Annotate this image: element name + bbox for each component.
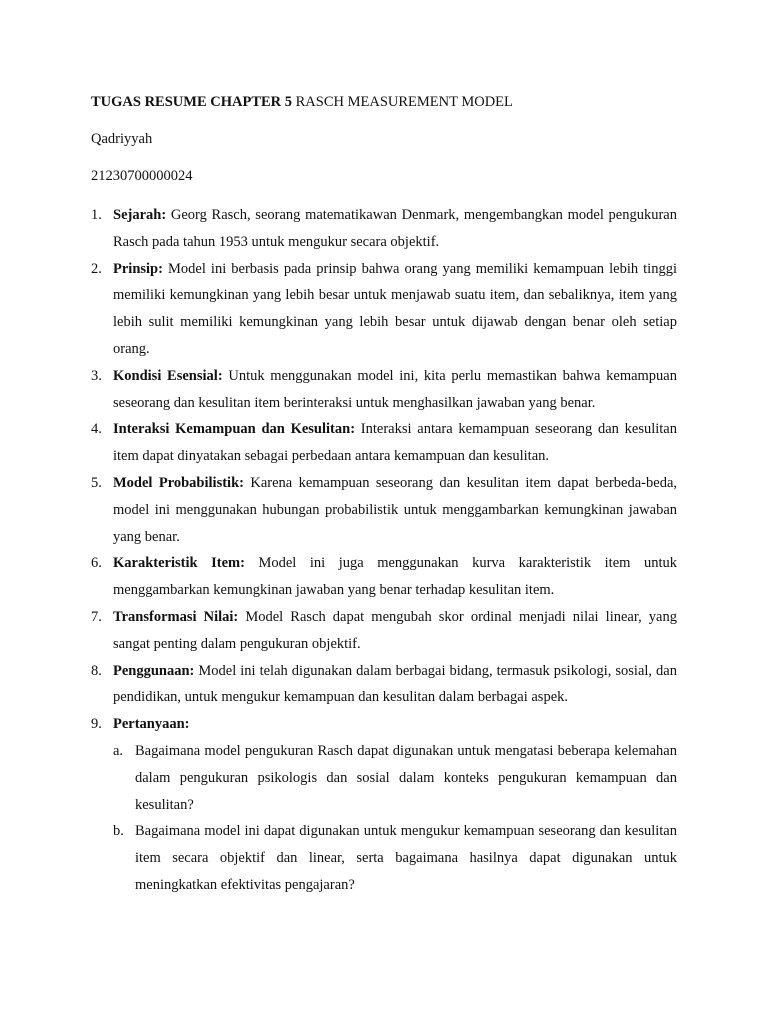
item-label: Sejarah: bbox=[113, 207, 167, 223]
list-item bbox=[91, 550, 677, 604]
list-item bbox=[91, 470, 677, 550]
item-text: Model Rasch dapat mengubah skor ordinal menjadi nilai linear, yang sangat penting dalam pengukuran objektif. bbox=[113, 608, 677, 652]
item-number: 5. bbox=[91, 474, 102, 491]
item-label: Prinsip: bbox=[113, 260, 163, 277]
item-label: Penggunaan: bbox=[113, 662, 195, 679]
item-number: 8. bbox=[91, 662, 102, 679]
title-bold: TUGAS RESUME CHAPTER 5 bbox=[91, 94, 293, 110]
item-label: Kondisi Esensial: bbox=[113, 367, 223, 384]
item-number: 2. bbox=[91, 260, 102, 277]
list-item bbox=[91, 604, 677, 658]
item-text: Interaksi antara kemampuan seseorang dan kesulitan item dapat dinyatakan sebagai perbedaan antara kemampuan dan kesulitan. bbox=[113, 421, 677, 465]
item-text: Model ini juga menggunakan kurva karakteristik item untuk menggambarkan kemungkinan jawaban yang benar terhadap kesulitan item. bbox=[113, 555, 677, 599]
question-item bbox=[113, 818, 677, 898]
author-name: Qadriyyah bbox=[91, 131, 153, 147]
title-rest: RASCH MEASUREMENT MODEL bbox=[292, 94, 513, 110]
item-number: 1. bbox=[91, 207, 102, 223]
question-letter: a. bbox=[113, 742, 124, 759]
document-title bbox=[91, 92, 677, 112]
item-text: Untuk menggunakan model ini, kita perlu memastikan bahwa kemampuan seseorang dan kesulitan item berinteraksi untuk menghasilkan jawaban yang benar. bbox=[113, 367, 677, 411]
student-id: 21230700000024 bbox=[91, 168, 193, 184]
list-item bbox=[91, 658, 677, 712]
list-item bbox=[91, 256, 677, 363]
item-number: 7. bbox=[91, 608, 102, 625]
item-number: 3. bbox=[91, 367, 102, 384]
list-item bbox=[91, 202, 677, 256]
questions-label: Pertanyaan: bbox=[113, 716, 190, 733]
question-text: Bagaimana model ini dapat digunakan untuk mengukur kemampuan seseorang dan kesulitan item secara objektif dan linear, serta bagaimana hasilnya dapat digunakan untuk meningkatkan efektivitas pengajaran? bbox=[135, 823, 677, 893]
resume-list bbox=[91, 202, 677, 899]
item-label: Model Probabilistik: bbox=[113, 474, 244, 491]
questions-list bbox=[113, 738, 677, 899]
item-number: 9. bbox=[91, 716, 102, 733]
list-item bbox=[91, 416, 677, 470]
item-text: Model ini berbasis pada prinsip bahwa orang yang memiliki kemampuan lebih tinggi memiliki kemungkinan yang lebih besar untuk menjawab suatu item, dan sebaliknya, item yang lebih sulit memiliki kemungkinan yang lebih besar untuk dijawab dengan benar oleh setiap orang. bbox=[113, 260, 677, 357]
item-text: Georg Rasch, seorang matematikawan Denmark, mengembangkan model pengukuran Rasch pada tahun 1953 untuk mengukur secara objektif. bbox=[113, 207, 677, 250]
item-label: Transformasi Nilai: bbox=[113, 608, 239, 625]
question-letter: b. bbox=[113, 823, 124, 840]
question-text: Bagaimana model pengukuran Rasch dapat digunakan untuk mengatasi beberapa kelemahan dalam pengukuran psikologis dan sosial dalam konteks pengukuran kemampuan dan kesulitan? bbox=[135, 742, 677, 813]
item-label: Interaksi Kemampuan dan Kesulitan: bbox=[113, 421, 356, 438]
question-item bbox=[113, 738, 677, 818]
questions-item bbox=[91, 711, 677, 899]
item-label: Karakteristik Item: bbox=[113, 555, 245, 572]
item-text: Model ini telah digunakan dalam berbagai bidang, termasuk psikologi, sosial, dan pendidikan, untuk mengukur kemampuan dan kesulitan dalam berbagai aspek. bbox=[113, 662, 677, 706]
item-number: 6. bbox=[91, 555, 102, 572]
list-item bbox=[91, 363, 677, 417]
item-number: 4. bbox=[91, 421, 102, 438]
item-text: Karena kemampuan seseorang dan kesulitan item dapat berbeda-beda, model ini menggunakan hubungan probabilistik untuk menggambarkan kemungkinan jawaban yang benar. bbox=[113, 474, 678, 545]
